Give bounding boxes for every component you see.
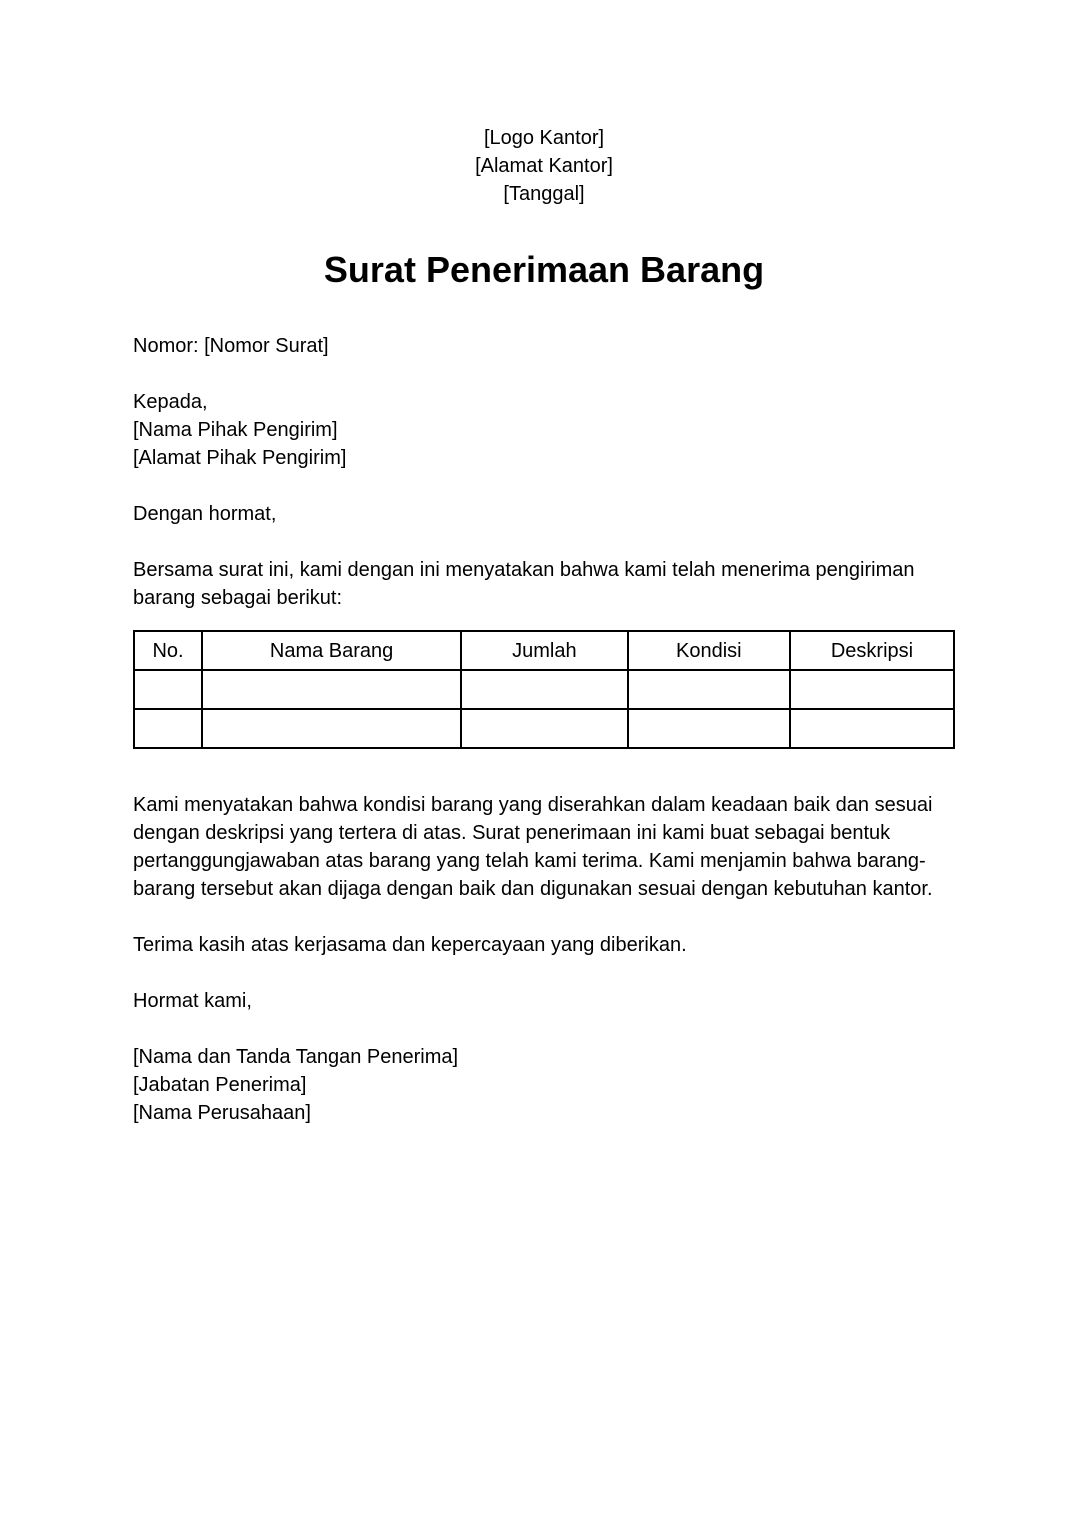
recipient-name-placeholder: [Nama Pihak Pengirim] bbox=[133, 419, 338, 441]
signer-position-placeholder: [Jabatan Penerima] bbox=[133, 1074, 307, 1096]
table-header-row bbox=[134, 631, 954, 670]
table-cell bbox=[134, 709, 202, 748]
date-placeholder: [Tanggal] bbox=[503, 183, 585, 205]
office-address-placeholder: [Alamat Kantor] bbox=[475, 155, 613, 177]
table-cell bbox=[202, 670, 461, 709]
table-header-jumlah: Jumlah bbox=[461, 631, 627, 670]
thanks-paragraph: Terima kasih atas kerjasama dan kepercayaan yang diberikan. bbox=[133, 934, 687, 956]
table-cell bbox=[134, 670, 202, 709]
signature-block bbox=[133, 1043, 955, 1127]
signoff-line: Hormat kami, bbox=[133, 990, 252, 1012]
recipient-block bbox=[133, 388, 955, 472]
letterhead bbox=[133, 124, 955, 208]
document-title: Surat Penerimaan Barang bbox=[323, 249, 765, 290]
logo-placeholder: [Logo Kantor] bbox=[483, 127, 605, 149]
greeting-line: Dengan hormat, bbox=[133, 503, 277, 525]
table-header-kondisi: Kondisi bbox=[628, 631, 790, 670]
recipient-salutation: Kepada, bbox=[133, 391, 208, 413]
signer-name-placeholder: [Nama dan Tanda Tangan Penerima] bbox=[133, 1046, 459, 1068]
table-header-no: No. bbox=[134, 631, 202, 670]
table-cell bbox=[790, 670, 954, 709]
table-cell bbox=[790, 709, 954, 748]
opening-paragraph: Bersama surat ini, kami dengan ini menyatakan bahwa kami telah menerima pengiriman barang sebagai berikut: bbox=[133, 559, 915, 609]
table-header-deskripsi: Deskripsi bbox=[790, 631, 954, 670]
table-header-nama-barang: Nama Barang bbox=[202, 631, 461, 670]
signer-company-placeholder: [Nama Perusahaan] bbox=[133, 1102, 311, 1124]
table-cell bbox=[202, 709, 461, 748]
letter-number-line: Nomor: [Nomor Surat] bbox=[133, 335, 329, 357]
table-cell bbox=[461, 709, 627, 748]
closing-paragraph: Kami menyatakan bahwa kondisi barang yang diserahkan dalam keadaan baik dan sesuai dengan deskripsi yang tertera di atas. Surat penerimaan ini kami buat sebagai bentuk pertanggungjawaban atas barang yang telah kami terima. Kami menjamin bahwa barang-barang tersebut akan dijaga dengan baik dan digunakan sesuai dengan kebutuhan kantor. bbox=[133, 794, 933, 900]
table-row bbox=[134, 709, 954, 748]
items-table bbox=[133, 630, 955, 749]
recipient-address-placeholder: [Alamat Pihak Pengirim] bbox=[133, 447, 347, 469]
table-row bbox=[134, 670, 954, 709]
table-cell bbox=[628, 670, 790, 709]
table-cell bbox=[461, 670, 627, 709]
table-cell bbox=[628, 709, 790, 748]
